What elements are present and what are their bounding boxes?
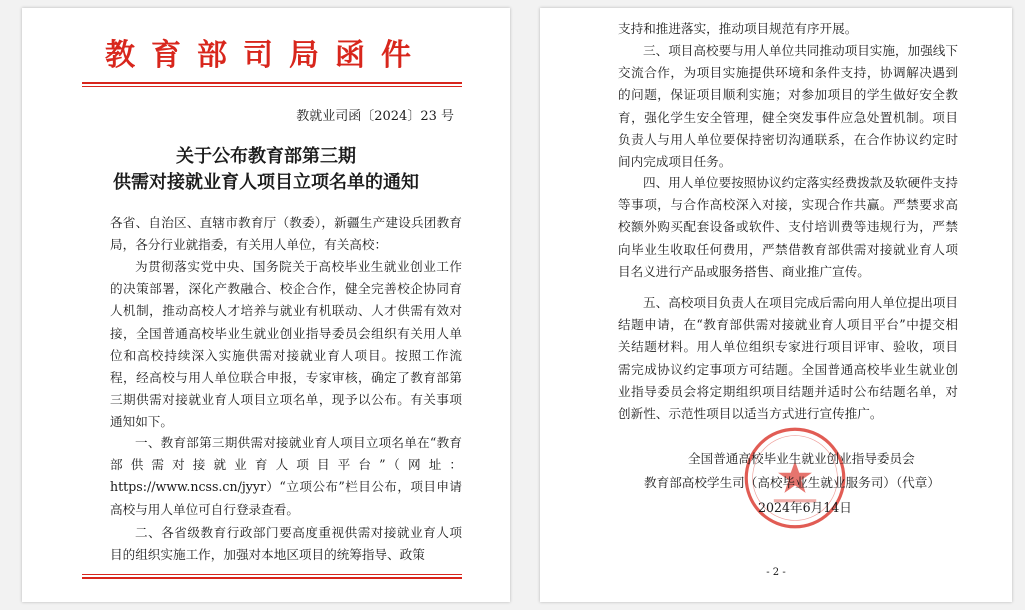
salutation: 各省、自治区、直辖市教育厅（教委），新疆生产建设兵团教育局，各分行业就指委，有关用人单位，有关高校： xyxy=(110,215,462,253)
signature-department: 教育部高校学生司（高校毕业生就业服务司）（代章） xyxy=(644,475,940,490)
letterhead-title: 教育部司局函件 xyxy=(105,38,427,73)
document-title-line1: 关于公布教育部第三期 xyxy=(176,146,356,167)
letterhead-rule-thin xyxy=(82,86,462,87)
paragraph-intro: 为贯彻落实党中央、国务院关于高校毕业生就业创业工作的决策部署，深化产教融合、校企合作，健全完善校企协同育人机制，推动高校人才培养与就业有机联动、人才供需有效对接，全国普通高校毕业生就业创业指导委员会组织有关用人单位和高校持续深入实施供需对接就业育人项目。按照工作流程，经高校与用人单位联合申报，专家审核，确定了教育部第三期供需对接就业育人项目立项名单，现予以公布。有关事项通知如下。 xyxy=(110,259,462,430)
document-number: 教就业司函〔2024〕23 号 xyxy=(296,109,454,124)
document-page-right xyxy=(540,8,1012,602)
letterhead-rule xyxy=(82,82,462,84)
paragraph-continuation: 支持和推进落实，推动项目规范有序开展。 xyxy=(618,21,858,36)
paragraph-item-5: 五、高校项目负责人在项目完成后需向用人单位提出项目结题申请，在“教育部供需对接就业育人项目平台”中提交相关结题材料。用人单位组织专家进行项目评审、验收，项目需完成协议约定事项方可结题。全国普通高校毕业生就业创业指导委员会将定期组织项目结题并适时公布结题名单，对创新性、示范性项目以适当方式进行宣传推广。 xyxy=(618,295,958,422)
footer-rule xyxy=(82,577,462,579)
document-date: 2024年6月14日 xyxy=(758,500,852,515)
signature-committee: 全国普通高校毕业生就业创业指导委员会 xyxy=(688,451,915,466)
paragraph-item-1: 一、教育部第三期供需对接就业育人项目立项名单在“教育部供需对接就业育人项目平台”（网址：https://www.ncss.cn/jyyr）“立项公布”栏目公布，项目申请高校与用人单位可自行登录查看。 xyxy=(110,435,462,517)
paragraph-item-4: 四、用人单位要按照协议约定落实经费拨款及软硬件支持等事项，与合作高校深入对接，实现合作共赢。严禁要求高校额外购买配套设备或软件、支付培训费等违规行为，严禁向毕业生收取任何费用，严禁借教育部供需对接就业育人项目名义进行产品或服务搭售、商业推广宣传。 xyxy=(618,175,958,279)
footer-rule-thin xyxy=(82,574,462,575)
paragraph-item-2: 二、各省级教育行政部门要高度重视供需对接就业育人项目的组织实施工作，加强对本地区项目的统筹指导、政策 xyxy=(110,525,462,563)
paragraph-item-3: 三、项目高校要与用人单位共同推动项目实施，加强线下交流合作，为项目实施提供环境和条件支持，协调解决遇到的问题，保证项目顺利实施；对参加项目的学生做好安全教育，强化学生安全管理，健全突发事件应急处置机制。项目负责人与用人单位要保持密切沟通联系，在合作协议约定时间内完成项目任务。 xyxy=(618,43,958,170)
document-title-line2: 供需对接就业育人项目立项名单的通知 xyxy=(113,172,419,193)
page-number: - 2 - xyxy=(766,567,786,578)
document-page-left xyxy=(22,8,510,602)
